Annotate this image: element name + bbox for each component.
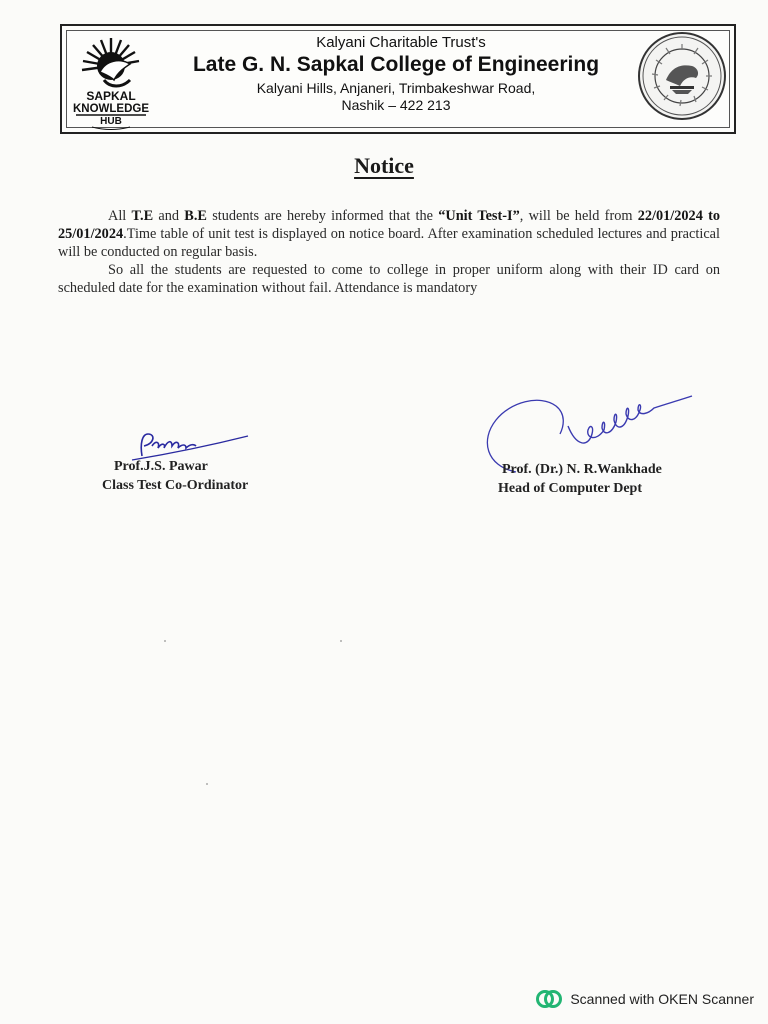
right-signatory-name: Prof. (Dr.) N. R.Wankhade [502, 462, 662, 477]
p1-te: T.E [131, 208, 154, 224]
p1-text-a: All [108, 208, 132, 224]
right-signatory-block [498, 460, 662, 498]
address-line-1: Kalyani Hills, Anjaneri, Trimbakeshwar Road, [256, 80, 536, 96]
scanner-label: Scanned with OKEN Scanner [570, 991, 754, 1007]
scan-speck [340, 640, 342, 642]
letterhead-text [162, 34, 630, 114]
letterhead [60, 24, 736, 134]
left-signatory-block [102, 457, 248, 495]
scan-speck [164, 640, 166, 642]
notice-paragraph-2: So all the students are requested to come to college in proper uniform along with their ID card on scheduled date for the examination without fail. Attendance is mandatory [58, 262, 720, 296]
p1-be: B.E [184, 208, 207, 224]
sapkal-knowledge-hub-logo [70, 32, 152, 130]
trust-name: Kalyani Charitable Trust's [316, 34, 486, 51]
p1-text-c: students are hereby informed that the [206, 208, 439, 224]
logo-text-1: SAPKAL [86, 89, 136, 103]
p1-test-name: “Unit Test-I” [438, 208, 520, 224]
p1-dates: 22/01/2024 to 25/01/2024 [58, 208, 721, 242]
left-signatory-role: Class Test Co-Ordinator [102, 478, 249, 493]
oken-scanner-logo-icon [536, 990, 562, 1008]
logo-text-2: KNOWLEDGE [72, 103, 150, 115]
college-seal-emblem [636, 30, 728, 122]
p1-text-d: , will be held from [519, 208, 638, 224]
p1-text-e: .Time table of unit test is displayed on notice board. After examination scheduled lectures and practical will be conducted on regular basis. [58, 226, 720, 260]
address-line-2: Nashik – 422 213 [341, 97, 451, 113]
scanner-watermark [536, 990, 754, 1008]
scan-speck [206, 783, 208, 785]
notice-body [58, 207, 720, 297]
p1-text-b: and [153, 208, 185, 224]
notice-paragraph-1 [58, 207, 720, 261]
right-signatory-role: Head of Computer Dept [498, 481, 643, 496]
logo-text-3: HUB [100, 116, 122, 127]
notice-title: Notice [354, 153, 414, 178]
left-signatory-name: Prof.J.S. Pawar [114, 459, 208, 474]
college-name: Late G. N. Sapkal College of Engineering [192, 53, 600, 76]
